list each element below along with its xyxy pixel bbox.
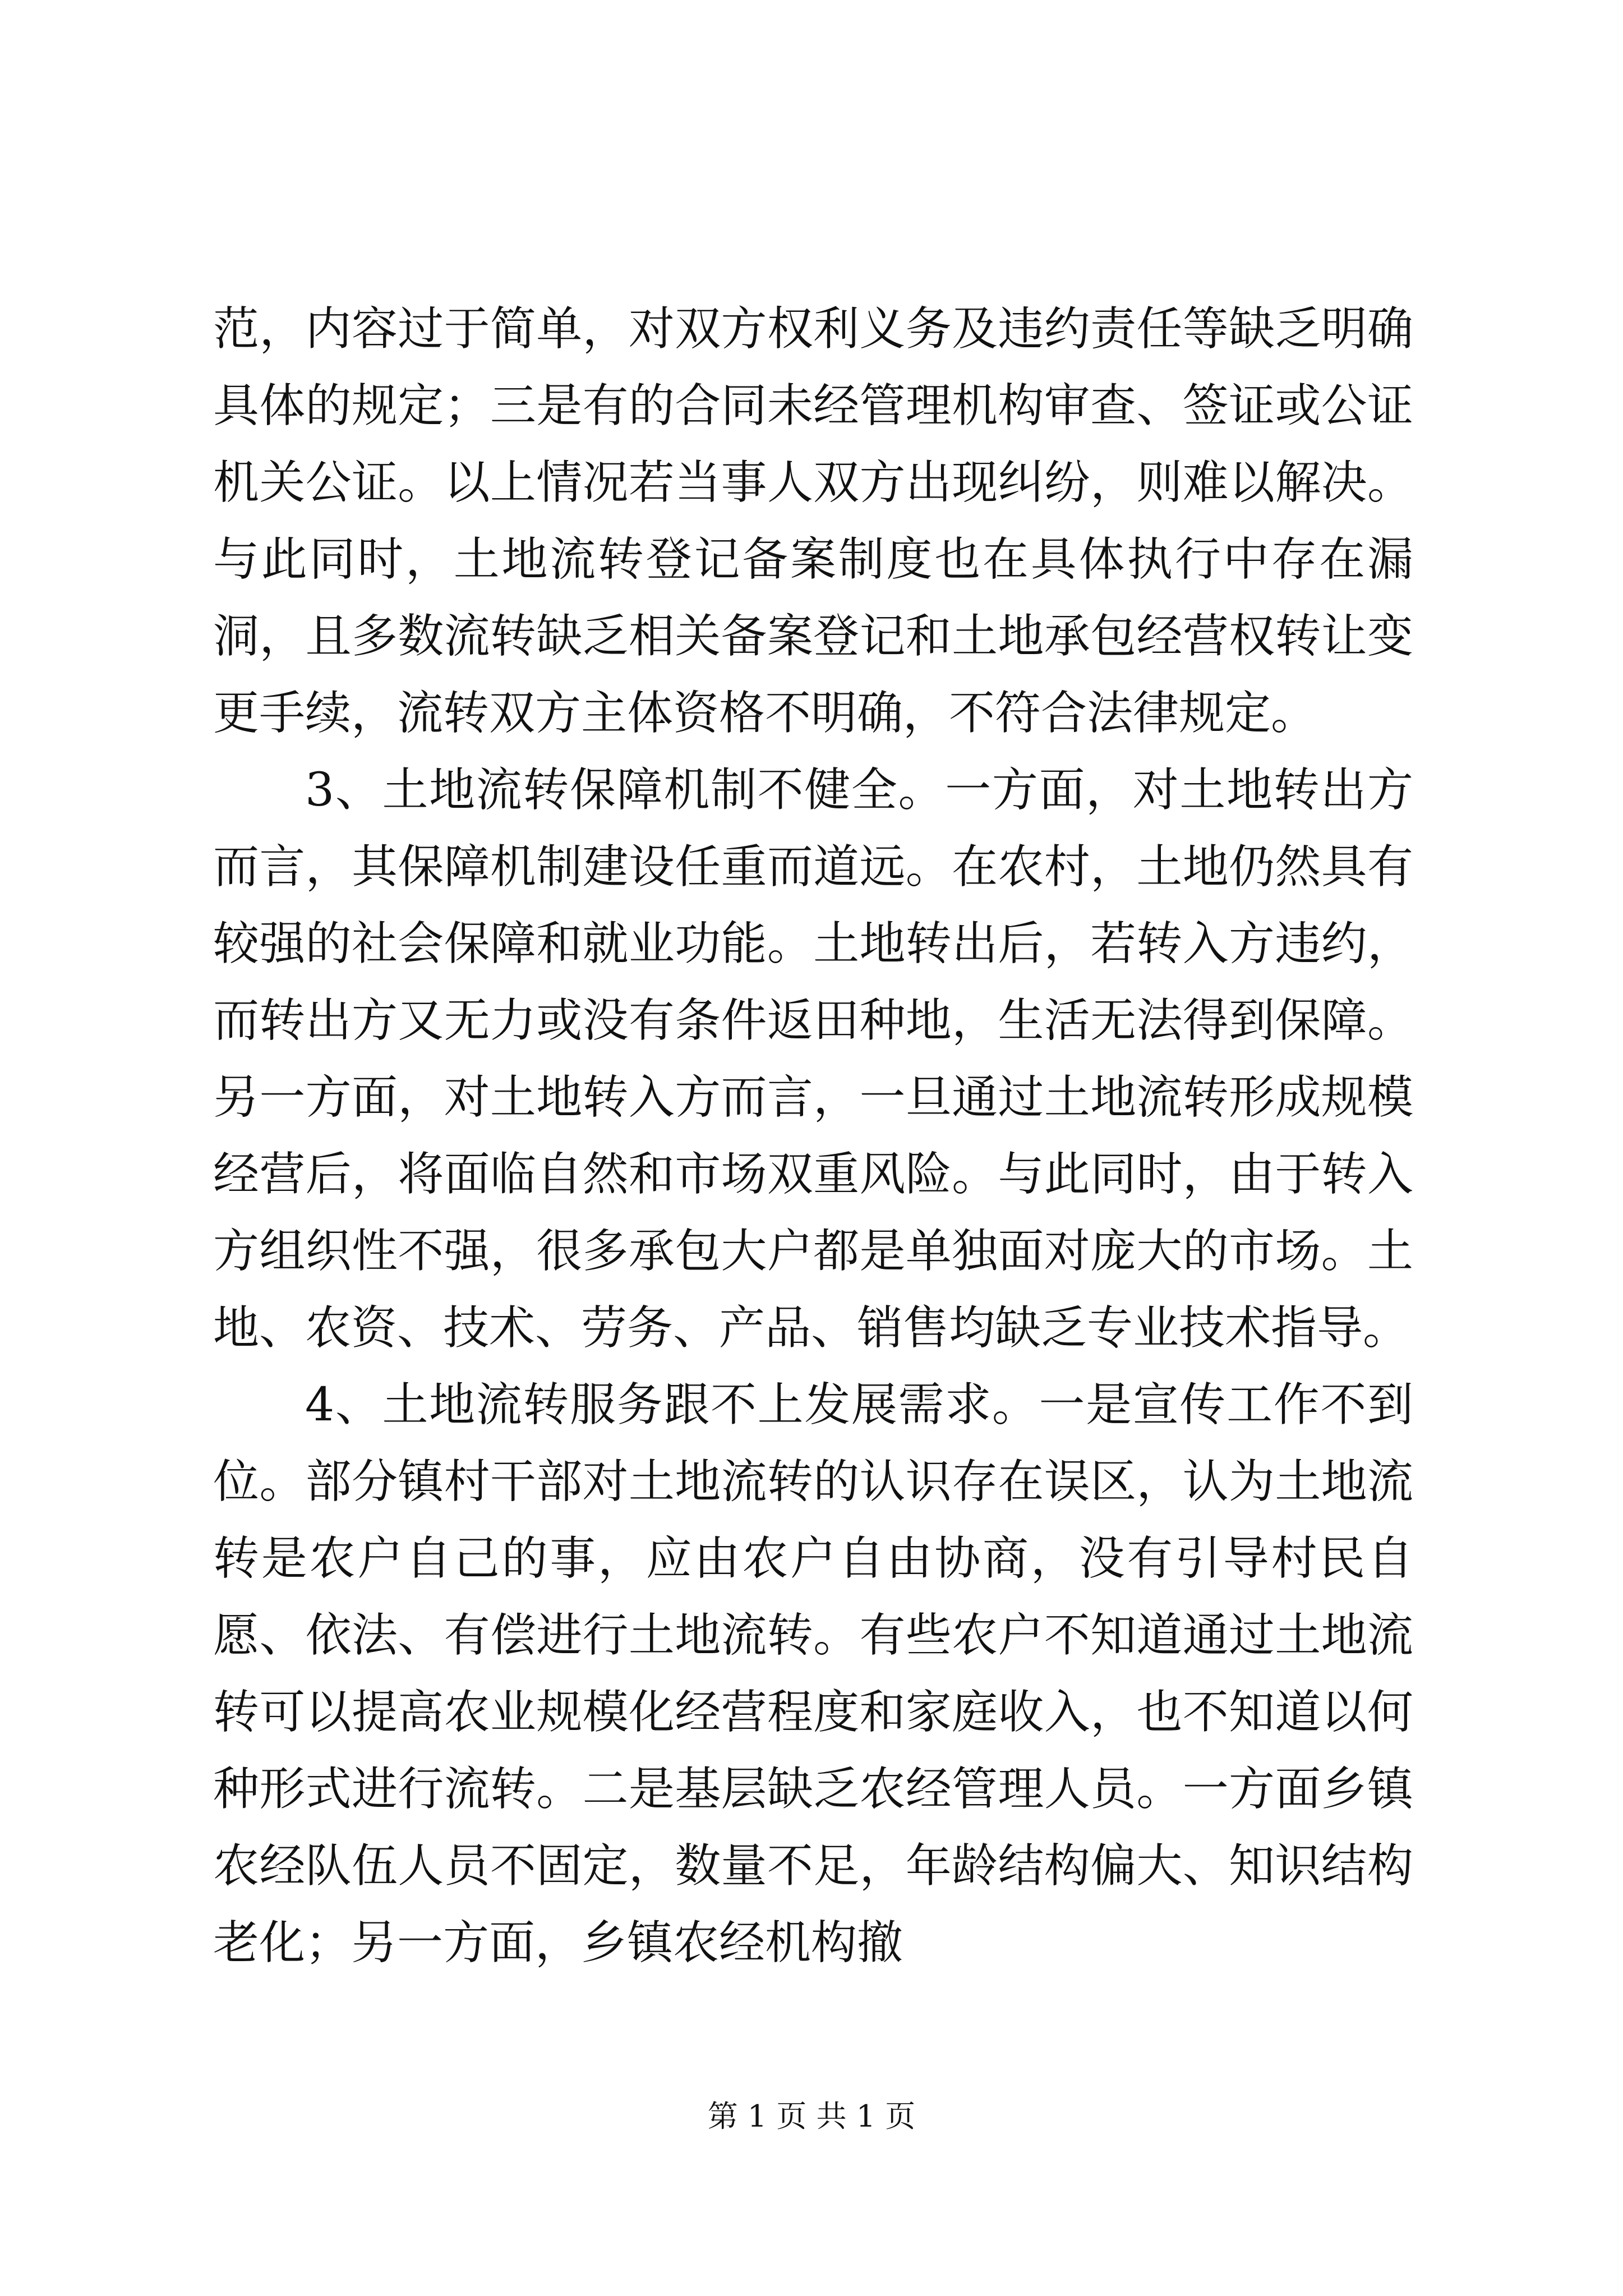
paragraph-service-demand: 4、土地流转服务跟不上发展需求。一是宣传工作不到位。部分镇村干部对土地流转的认识存在误区，认为土地流转是农户自己的事，应由农户自由协商，没有引导村民自愿、依法、有偿进行土地流转。有些农户不知道通过土地流转可以提高农业规模化经营程度和家庭收入，也不知道以何种形式进行流转。二是基层缺乏农经管理人员。一方面乡镇农经队伍人员不固定，数量不足，年龄结构偏大、知识结构老化；另一方面，乡镇农经机构撤 bbox=[213, 1378, 1413, 1970]
document-body bbox=[213, 291, 1413, 1981]
page-footer: 第 1 页 共 1 页 bbox=[707, 2099, 916, 2134]
paragraph-guarantee-mechanism: 3、土地流转保障机制不健全。一方面，对土地转出方而言，其保障机制建设任重而道远。在农村，土地仍然具有较强的社会保障和就业功能。土地转出后，若转入方违约，而转出方又无力或没有条件返田种地，生活无法得到保障。另一方面，对土地转入方而言，一旦通过土地流转形成规模经营后，将面临自然和市场双重风险。与此同时，由于转入方组织性不强，很多承包大户都是单独面对庞大的市场。土地、农资、技术、劳务、产品、销售均缺乏专业技术指导。 bbox=[213, 763, 1413, 1355]
paragraph-contract-issues: 范，内容过于简单，对双方权利义务及违约责任等缺乏明确具体的规定；三是有的合同未经管理机构审查、签证或公证机关公证。以上情况若当事人双方出现纠纷，则难以解决。与此同时，土地流转登记备案制度也在具体执行中存在漏洞，且多数流转缺乏相关备案登记和土地承包经营权转让变更手续，流转双方主体资格不明确，不符合法律规定。 bbox=[213, 302, 1413, 740]
